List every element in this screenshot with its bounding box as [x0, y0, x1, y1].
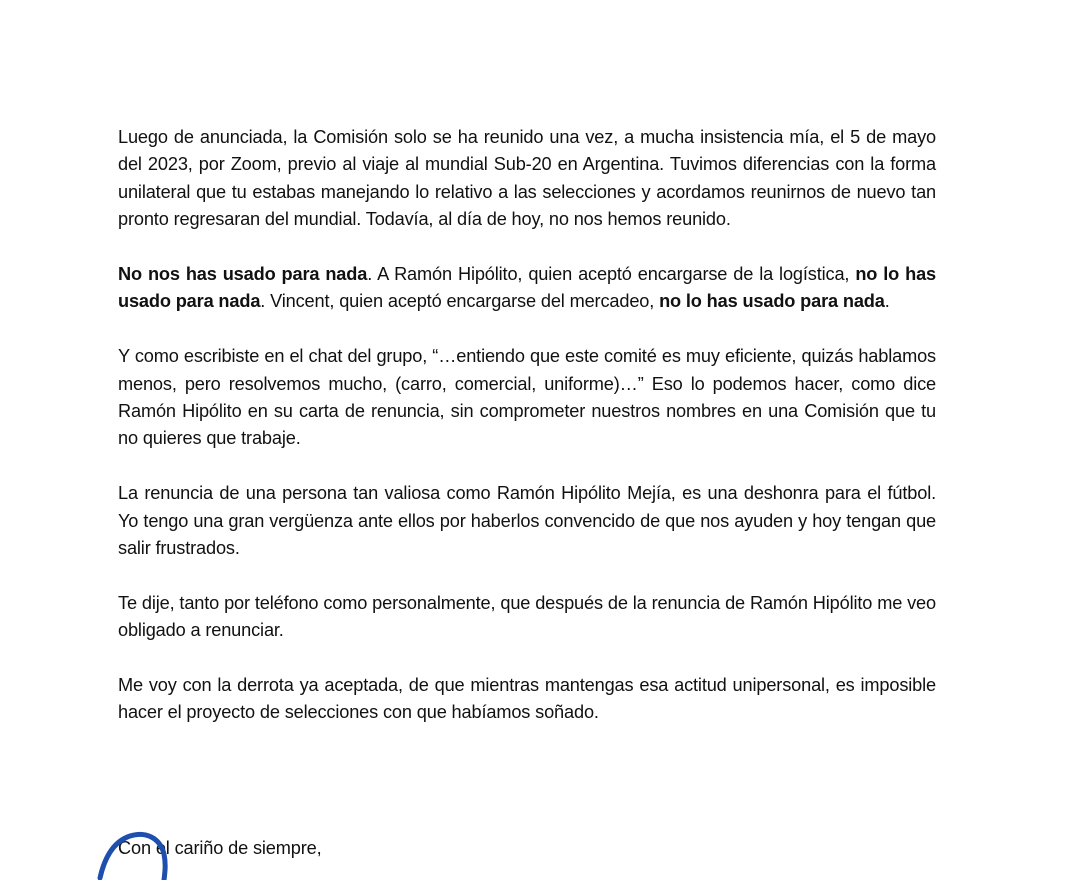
emphasis-text: no lo has usado para nada	[118, 264, 936, 312]
paragraph-meeting	[118, 124, 936, 234]
paragraph-not-used	[118, 261, 936, 316]
closing-salutation: Con el cariño de siempre,	[118, 838, 322, 858]
paragraph-resignation	[118, 480, 936, 562]
emphasis-text: no lo has usado para nada	[659, 291, 885, 312]
paragraph-group-chat	[118, 343, 936, 453]
emphasis-text: No nos has usado para nada	[118, 264, 368, 285]
paragraph-text: . Vincent, quien aceptó encargarse del mercadeo,	[260, 291, 660, 312]
paragraph-obligated	[118, 590, 936, 645]
paragraph-text: .	[884, 291, 890, 312]
paragraph-text: La renuncia de una persona tan valiosa como Ramón Hipólito Mejía, es una deshonra para el fútbol. Yo tengo una gran vergüenza ante ellos por haberlos convencido de que nos ayuden y hoy tengan que salir frustrados.	[118, 483, 936, 559]
paragraph-defeat	[118, 672, 936, 727]
letter-body	[118, 124, 936, 727]
paragraph-text: Me voy con la derrota ya aceptada, de que mientras mantengas esa actitud unipersonal, es imposible hacer el proyecto de selecciones con que habíamos soñado.	[118, 675, 936, 723]
signature-mark	[92, 820, 182, 880]
paragraph-text: Luego de anunciada, la Comisión solo se ha reunido una vez, a mucha insistencia mía, el 5 de mayo del 2023, por Zoom, previo al viaje al mundial Sub-20 en Argentina. Tuvimos diferencias con la forma unilateral que tu estabas manejando lo relativo a las selecciones y acordamos reunirnos de nuevo tan pronto regresaran del mundial. Todavía, al día de hoy, no nos hemos reunido.	[118, 127, 936, 230]
paragraph-text: Te dije, tanto por teléfono como personalmente, que después de la renuncia de Ramón Hipólito me veo obligado a renunciar.	[118, 592, 936, 641]
paragraph-text: Y como escribiste en el chat del grupo, “…entiendo que este comité es muy eficiente, quizás hablamos menos, pero resolvemos mucho, (carro, comercial, uniforme)…” Eso lo podemos hacer, como dice Ramón Hipólito en su carta de renuncia, sin comprometer nuestros nombres en una Comisión que tu no quieres que trabaje.	[118, 346, 936, 449]
paragraph-text: . A Ramón Hipólito, quien aceptó encargarse de la logística,	[367, 264, 856, 285]
